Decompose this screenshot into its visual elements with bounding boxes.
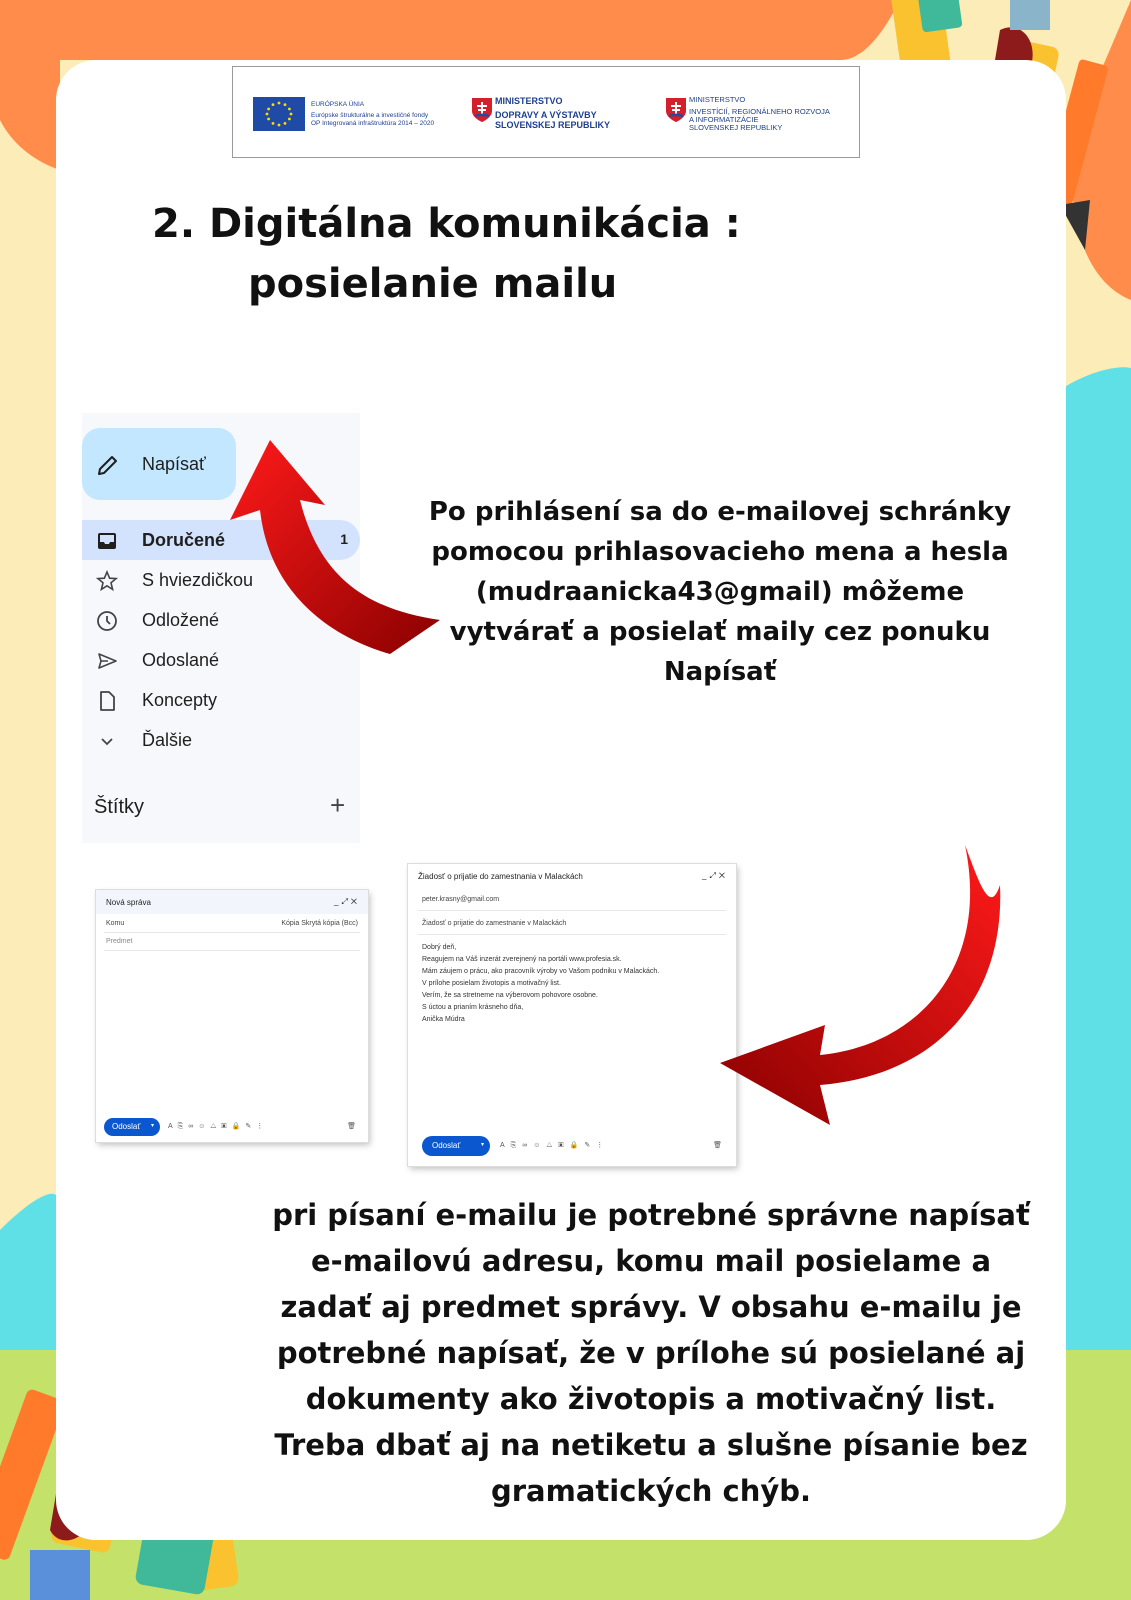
text-line: zadať aj predmet správy. V obsahu e-mailu je bbox=[280, 1290, 1022, 1324]
divider bbox=[104, 950, 360, 951]
draft-icon bbox=[96, 690, 118, 712]
new-message-window bbox=[96, 890, 368, 1142]
clock-icon bbox=[96, 610, 118, 632]
text-line: Po prihlásení sa do e-mailovej schránky bbox=[428, 497, 1012, 527]
body-line: Verím, že sa stretneme na výberovom pohovore osobne. bbox=[422, 992, 598, 999]
red-arrow-down bbox=[720, 845, 1010, 1125]
ministry2-line3: A INFORMATIZÁCIE bbox=[689, 115, 759, 124]
eu-line2: OP Integrovaná infraštruktúra 2014 – 2020 bbox=[311, 120, 435, 127]
ministry1-line2: DOPRAVY A VÝSTAVBY bbox=[495, 110, 597, 120]
star-icon bbox=[96, 570, 118, 592]
chevron-down-icon[interactable]: ▾ bbox=[480, 1142, 484, 1148]
instruction-paragraph-1 bbox=[410, 492, 1030, 692]
eu-flag-icon bbox=[253, 97, 305, 131]
to-field[interactable]: peter.krasny@gmail.com bbox=[422, 896, 500, 903]
text-line: vytvárať a posielať maily cez ponuku bbox=[449, 617, 991, 647]
window-controls[interactable]: _⤢✕ bbox=[334, 897, 360, 906]
body-line: Reagujem na Váš inzerát zverejnený na portáli www.profesia.sk. bbox=[422, 956, 622, 963]
body-line: Mám záujem o prácu, ako pracovník výroby vo Vašom podniku v Malackách. bbox=[422, 968, 660, 975]
sidebar-item-label: S hviezdičkou bbox=[142, 570, 254, 590]
chevron-down-icon bbox=[96, 730, 118, 752]
ministry2-line4: SLOVENSKEJ REPUBLIKY bbox=[689, 123, 783, 132]
send-label: Odoslať bbox=[112, 1122, 141, 1131]
text-line: gramatických chýb. bbox=[490, 1474, 812, 1508]
send-label: Odoslať bbox=[432, 1141, 461, 1150]
sidebar-item-label: Odoslané bbox=[142, 650, 220, 670]
sidebar-item-label: Odložené bbox=[142, 610, 220, 630]
text-line: Napísať bbox=[663, 657, 777, 687]
eu-title: EURÓPSKA ÚNIA bbox=[311, 101, 365, 108]
eu-line1: Európske štrukturálne a investičné fondy bbox=[311, 112, 429, 119]
ministry2-line2: INVESTÍCIÍ, REGIONÁLNEHO ROZVOJA bbox=[689, 107, 830, 116]
labels-title: Štítky bbox=[94, 796, 145, 818]
sidebar-item-label: Koncepty bbox=[142, 690, 218, 710]
ministry1-line3: SLOVENSKEJ REPUBLIKY bbox=[495, 120, 611, 130]
page-title-line2: posielanie mailu bbox=[248, 261, 618, 307]
text-line: pri písaní e-mailu je potrebné správne napísať bbox=[272, 1198, 1030, 1232]
instruction-paragraph-2 bbox=[256, 1192, 1046, 1514]
email-body[interactable] bbox=[422, 942, 659, 1026]
inbox-icon bbox=[96, 530, 118, 552]
slovak-crest-icon bbox=[665, 97, 687, 123]
send-button[interactable] bbox=[422, 1136, 490, 1156]
send-icon bbox=[96, 650, 118, 672]
text-line: Treba dbať aj na netiketu a slušne písanie bez bbox=[274, 1428, 1028, 1462]
body-line: Anička Múdra bbox=[422, 1016, 465, 1023]
body-line: V prílohe posielam životopis a motivačný list. bbox=[422, 980, 561, 987]
body-line: S úctou a prianím krásneho dňa, bbox=[422, 1004, 524, 1011]
compose-label: Napísať bbox=[142, 454, 206, 474]
send-button[interactable] bbox=[104, 1118, 160, 1136]
window-titlebar bbox=[408, 864, 736, 888]
page-title-line1: 2. Digitálna komunikácia : bbox=[152, 201, 741, 247]
divider bbox=[418, 934, 726, 935]
cc-bcc-link[interactable]: Kópia Skrytá kópia (Bcc) bbox=[281, 920, 358, 927]
text-line: pomocou prihlasovacieho mena a hesla bbox=[431, 537, 1009, 567]
ministry1-line1: MINISTERSTVO bbox=[495, 96, 563, 106]
window-title: Žiadosť o prijatie do zamestnania v Malackách bbox=[418, 872, 583, 881]
formatting-toolbar[interactable]: A⎘∞☺△▣🔒✎⋮ bbox=[500, 1142, 610, 1149]
add-label-button[interactable]: + bbox=[330, 790, 346, 820]
formatting-toolbar[interactable]: A⎘∞☺△▣🔒✎⋮ bbox=[168, 1123, 269, 1130]
window-title: Nová správa bbox=[106, 898, 151, 907]
sidebar-item-label: Doručené bbox=[142, 530, 226, 550]
text-line: potrebné napísať, že v prílohe sú posielané aj bbox=[276, 1336, 1026, 1370]
text-line: dokumenty ako životopis a motivačný list. bbox=[305, 1382, 997, 1416]
subject-field[interactable]: Predmet bbox=[106, 938, 133, 945]
sidebar-item-label: Ďalšie bbox=[142, 730, 193, 750]
compose-button[interactable] bbox=[82, 428, 236, 500]
sidebar-item-more[interactable] bbox=[82, 720, 360, 760]
window-controls[interactable]: _⤢✕ bbox=[702, 871, 728, 880]
trash-icon[interactable]: 🗑 bbox=[713, 1142, 722, 1149]
pencil-icon bbox=[96, 453, 120, 477]
text-line: e-mailovú adresu, komu mail posielame a bbox=[310, 1244, 992, 1278]
logos-banner bbox=[232, 66, 860, 158]
text-line: (mudraanicka43@gmail) môžeme bbox=[475, 577, 965, 607]
chevron-down-icon[interactable]: ▾ bbox=[150, 1123, 154, 1129]
slovak-crest-icon bbox=[471, 97, 493, 123]
window-titlebar bbox=[96, 890, 368, 914]
body-line: Dobrý deň, bbox=[422, 944, 457, 951]
trash-icon[interactable]: 🗑 bbox=[347, 1123, 356, 1130]
divider bbox=[418, 910, 726, 911]
to-field[interactable]: Komu bbox=[106, 920, 125, 927]
ministry2-line1: MINISTERSTVO bbox=[689, 95, 746, 104]
subject-field[interactable]: Žiadosť o prijatie do zamestnanie v Malackách bbox=[422, 920, 567, 927]
sidebar-item-drafts[interactable] bbox=[82, 680, 360, 720]
divider bbox=[104, 932, 360, 933]
unread-count: 1 bbox=[340, 531, 348, 547]
email-draft-window bbox=[408, 864, 736, 1166]
